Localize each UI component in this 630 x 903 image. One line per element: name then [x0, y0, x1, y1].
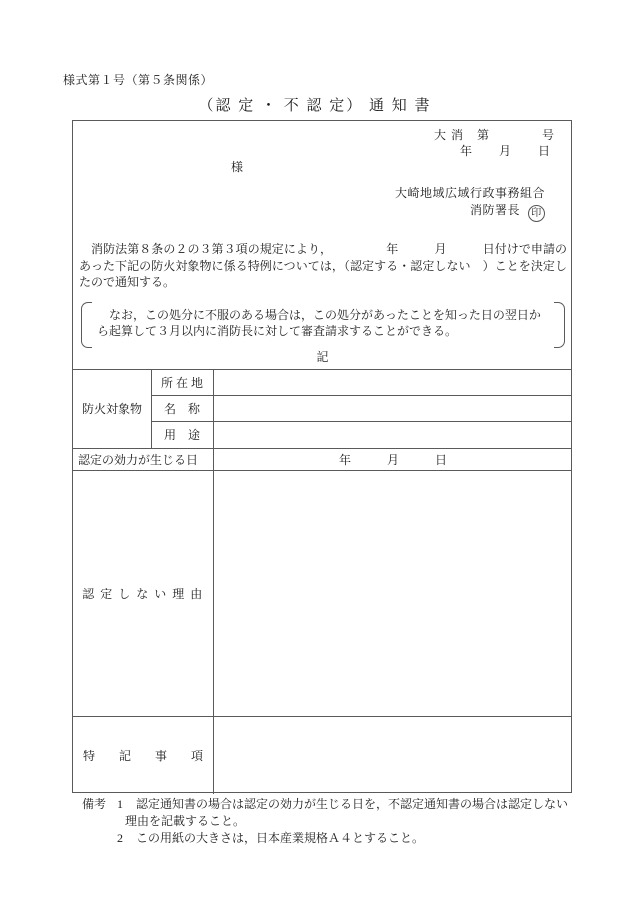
effective-date-field: 年 月 日	[338, 452, 447, 467]
special-notes-field	[213, 716, 573, 794]
name-field	[213, 395, 573, 421]
use-field	[213, 421, 573, 448]
remark-item-1	[117, 796, 574, 830]
signer-line	[470, 201, 545, 222]
location-field	[213, 369, 573, 395]
remark-number: 1	[117, 797, 123, 811]
ki-heading: 記	[316, 350, 330, 364]
remark-number: 2	[117, 831, 123, 845]
remarks-section	[82, 796, 574, 847]
name-label: 名 称	[163, 401, 200, 416]
effective-date-label: 認定の効力が生じる日	[78, 452, 199, 467]
appeal-note	[81, 302, 565, 348]
issuing-organization: 大崎地域広域行政事務組合	[394, 186, 545, 200]
fire-object-group-label: 防火対象物	[81, 402, 142, 416]
page-title: （認 定 ・ 不 認 定） 通 知 書	[198, 98, 432, 114]
denial-reason-field	[213, 470, 573, 716]
seal-mark-icon: 印	[528, 205, 545, 222]
addressee-suffix: 様	[231, 160, 244, 174]
special-notes-label: 特 記 事 項	[82, 748, 203, 763]
use-label: 用 途	[163, 428, 200, 442]
remark-item-2	[117, 830, 574, 847]
remark-text: 認定通知書の場合は認定の効力が生じる日を，不認定通知書の場合は認定しない理由を記載すること。	[125, 797, 569, 828]
date-line: 年 月 日	[459, 144, 551, 158]
form-number: 様式第１号（第５条関係）	[63, 73, 214, 87]
location-label: 所 在 地	[160, 375, 203, 390]
document-number-line: 大 消 第 号	[433, 128, 555, 142]
denial-reason-label: 認 定 し な い 理 由	[82, 586, 204, 601]
form-frame	[72, 120, 572, 793]
left-bracket	[81, 302, 92, 348]
appeal-note-text: なお，この処分に不服のある場合は，この処分があったことを知った日の翌日から起算して３月以内に消防長に対して審査請求することができる。	[97, 308, 541, 338]
right-bracket	[554, 302, 565, 348]
signer-title: 消防署長	[469, 203, 520, 217]
body-paragraph: 消防法第８条の２の３第３項の規定により， 年 月 日付けで申請のあった下記の防火対象物に係る特例については，（認定する・認定しない ）ことを決定したので通知する。	[79, 242, 567, 289]
remarks-label: 備考	[82, 797, 107, 811]
remark-text: この用紙の大きさは，日本産業規格Ａ４とすること。	[136, 831, 425, 845]
